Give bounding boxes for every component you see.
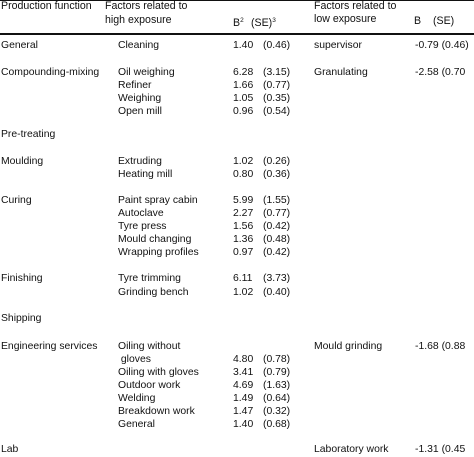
high-factor: Grinding bench bbox=[118, 287, 189, 298]
high-b-value: 4.80 bbox=[233, 354, 254, 365]
low-factor: Granulating bbox=[314, 67, 368, 78]
function-label: Lab bbox=[1, 444, 19, 455]
high-se-value: (1.63) bbox=[263, 380, 291, 391]
high-se-value: (3.15) bbox=[263, 67, 291, 78]
high-factor: Weighing bbox=[118, 93, 162, 104]
high-b-value: 3.41 bbox=[233, 367, 254, 378]
high-se-value: (0.36) bbox=[263, 169, 291, 180]
high-b-value: 6.11 bbox=[233, 273, 253, 284]
high-factor: Extruding bbox=[118, 156, 162, 167]
high-b-value: 1.02 bbox=[233, 287, 254, 298]
function-label: Pre-treating bbox=[1, 129, 56, 140]
header-rule bbox=[0, 33, 474, 35]
high-factor: Tyre press bbox=[118, 221, 167, 232]
high-se-value: (1.55) bbox=[263, 195, 291, 206]
low-factor: Mould grinding bbox=[314, 341, 383, 352]
high-factor: gloves bbox=[118, 354, 151, 365]
low-factor: Laboratory work bbox=[314, 444, 389, 455]
function-label: Engineering services bbox=[1, 341, 98, 352]
high-factor: Wrapping profiles bbox=[118, 247, 199, 258]
high-factor: Autoclave bbox=[118, 208, 164, 219]
high-b-value: 0.97 bbox=[233, 247, 254, 258]
low-value: -1.31 (0.45 bbox=[415, 444, 466, 455]
high-factor: Refiner bbox=[118, 80, 152, 91]
header-b-high bbox=[233, 15, 244, 29]
high-se-value: (0.54) bbox=[263, 106, 291, 117]
function-label: Moulding bbox=[1, 156, 44, 167]
low-value: -1.68 (0.88 bbox=[415, 341, 466, 352]
high-factor: Tyre trimming bbox=[118, 273, 181, 284]
header-b-high-letter: B bbox=[233, 17, 241, 29]
function-label: Curing bbox=[1, 195, 32, 206]
high-factor: General bbox=[118, 419, 155, 430]
high-b-value: 1.66 bbox=[233, 80, 254, 91]
header-high-line2: high exposure bbox=[105, 14, 172, 26]
high-se-value: (0.77) bbox=[263, 80, 291, 91]
function-label: Shipping bbox=[1, 313, 42, 324]
high-factor: Paint spray cabin bbox=[118, 195, 198, 206]
high-se-value: (0.68) bbox=[263, 419, 291, 430]
function-label: General bbox=[1, 40, 38, 51]
header-low-line2: low exposure bbox=[314, 13, 377, 25]
high-se-value: (0.77) bbox=[263, 208, 291, 219]
header-high-line1: Factors related to bbox=[105, 0, 188, 12]
high-se-value: (0.64) bbox=[263, 393, 291, 404]
high-b-value: 1.40 bbox=[233, 419, 254, 430]
high-factor: Heating mill bbox=[118, 169, 173, 180]
header-se-high bbox=[251, 15, 276, 29]
high-se-value: (0.40) bbox=[263, 287, 291, 298]
high-b-value: 1.02 bbox=[233, 156, 254, 167]
high-se-value: (0.35) bbox=[263, 93, 291, 104]
high-se-value: (0.48) bbox=[263, 234, 291, 245]
high-factor: Welding bbox=[118, 393, 156, 404]
high-factor: Mould changing bbox=[118, 234, 192, 245]
low-value: -2.58 (0.70 bbox=[415, 67, 466, 78]
header-b-low: B bbox=[414, 15, 422, 27]
high-se-value: (3.73) bbox=[263, 273, 291, 284]
high-se-value: (0.26) bbox=[263, 156, 291, 167]
high-se-value: (0.46) bbox=[263, 40, 291, 51]
high-factor: Oil weighing bbox=[118, 67, 175, 78]
high-se-value: (0.32) bbox=[263, 406, 291, 417]
low-factor: supervisor bbox=[314, 40, 362, 51]
header-low-line1: Factors related to bbox=[314, 0, 397, 12]
high-factor: Oiling with gloves bbox=[118, 367, 199, 378]
high-b-value: 1.36 bbox=[233, 234, 254, 245]
high-factor: Outdoor work bbox=[118, 380, 181, 391]
high-b-value: 1.40 bbox=[233, 40, 254, 51]
high-b-value: 1.49 bbox=[233, 393, 254, 404]
header-se-high-text: (SE) bbox=[251, 17, 273, 29]
header-function: Production function bbox=[1, 0, 92, 12]
high-b-value: 0.96 bbox=[233, 106, 254, 117]
high-se-value: (0.42) bbox=[263, 247, 291, 258]
function-label: Compounding-mixing bbox=[1, 67, 100, 78]
high-b-value: 1.47 bbox=[233, 406, 254, 417]
high-b-value: 5.99 bbox=[233, 195, 254, 206]
high-b-value: 0.80 bbox=[233, 169, 254, 180]
high-b-value: 2.27 bbox=[233, 208, 254, 219]
high-b-value: 1.05 bbox=[233, 93, 254, 104]
high-factor: Oiling without bbox=[118, 341, 181, 352]
high-factor: Open mill bbox=[118, 106, 162, 117]
header-b-high-sup: 2 bbox=[240, 17, 244, 24]
high-factor: Cleaning bbox=[118, 40, 160, 51]
header-se-low: (SE) bbox=[433, 15, 455, 27]
high-se-value: (0.42) bbox=[263, 221, 291, 232]
high-se-value: (0.79) bbox=[263, 367, 291, 378]
high-b-value: 1.56 bbox=[233, 221, 254, 232]
function-label: Finishing bbox=[1, 273, 43, 284]
header-se-high-sup: 3 bbox=[272, 17, 276, 24]
high-b-value: 6.28 bbox=[233, 67, 254, 78]
high-b-value: 4.69 bbox=[233, 380, 254, 391]
low-value: -0.79 (0.46) bbox=[415, 40, 469, 51]
high-factor: Breakdown work bbox=[118, 406, 195, 417]
high-se-value: (0.78) bbox=[263, 354, 291, 365]
